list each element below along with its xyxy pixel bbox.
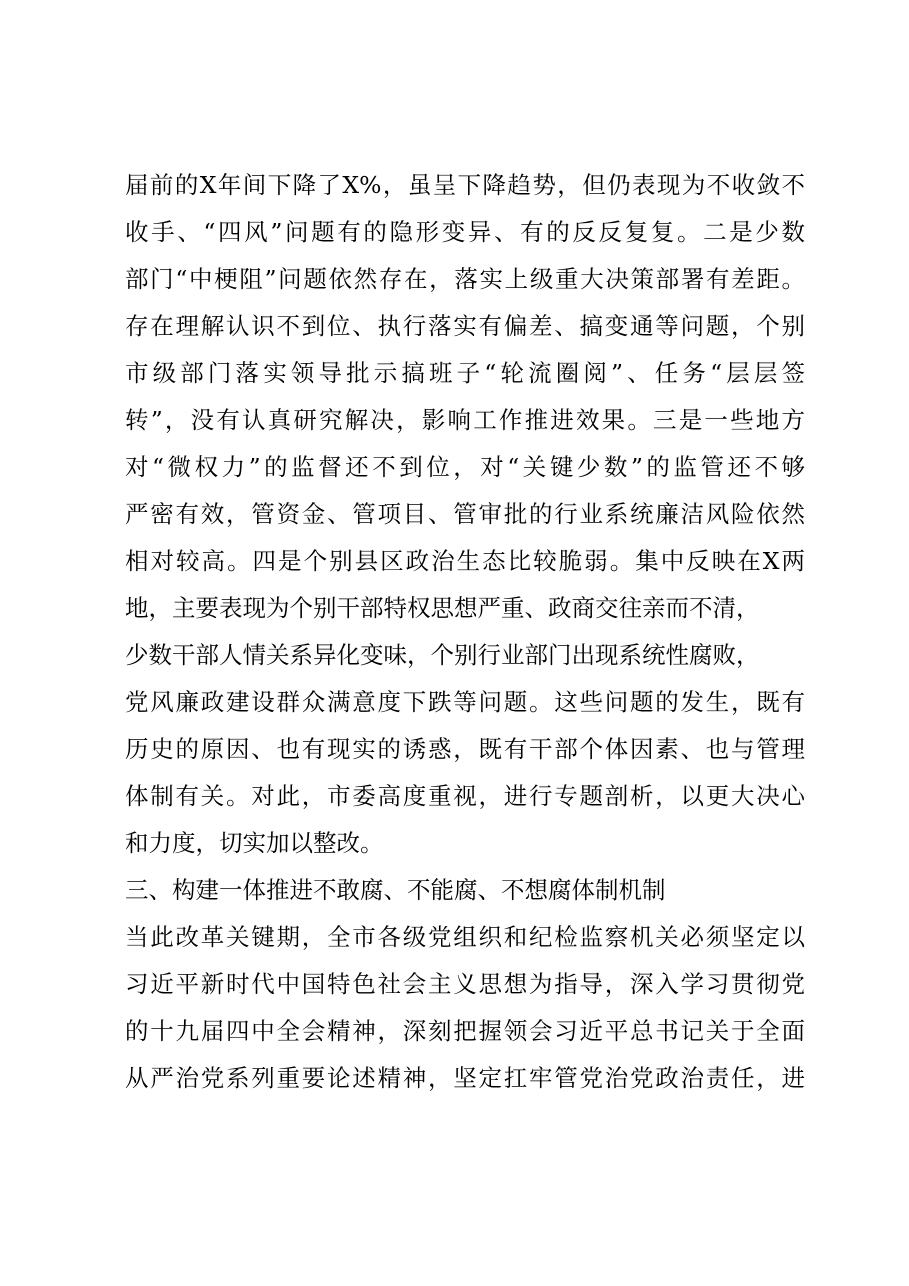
text-line-2: 收手、“四风”问题有的隐形变异、有的反反复复。二是少数 [125, 218, 805, 246]
section-heading: 三、构建一体推进不敢腐、不能腐、不想腐体制机制 [125, 876, 666, 904]
text-line-8: 严密有效，管资金、管项目、管审批的行业系统廉洁风险依然 [125, 500, 805, 528]
text-line-20: 从严治党系列重要论述精神，坚定扛牢管党治党政治责任，进 [125, 1064, 805, 1092]
text-line-15: 和力度，切实加以整改。 [125, 829, 384, 857]
text-line-6: 转”，没有认真研究解决，影响工作推进效果。三是一些地方 [125, 406, 805, 434]
text-line-9: 相对较高。四是个别县区政治生态比较脆弱。集中反映在X两 [125, 547, 805, 575]
text-line-5: 市级部门落实领导批示搞班子“轮流圈阅”、任务“层层签 [125, 359, 805, 387]
text-line-1: 届前的X年间下降了X%，虽呈下降趋势，但仍表现为不收敛不 [125, 171, 805, 199]
text-line-19: 的十九届四中全会精神，深刻把握领会习近平总书记关于全面 [125, 1017, 805, 1045]
text-line-17: 当此改革关键期，全市各级党组织和纪检监察机关必须坚定以 [125, 923, 805, 951]
text-line-10: 地，主要表现为个别干部特权思想严重、政商交往亲而不清， [125, 594, 760, 622]
text-line-3: 部门“中梗阻”问题依然存在，落实上级重大决策部署有差距。 [125, 265, 805, 293]
text-line-12: 党风廉政建设群众满意度下跌等问题。这些问题的发生，既有 [125, 688, 805, 716]
text-line-11: 少数干部人情关系异化变味，个别行业部门出现系统性腐败， [125, 641, 760, 669]
text-line-18: 习近平新时代中国特色社会主义思想为指导，深入学习贯彻党 [125, 970, 805, 998]
text-line-7: 对“微权力”的监督还不到位，对“关键少数”的监管还不够 [125, 453, 805, 481]
body-text [125, 162, 805, 1102]
text-line-4: 存在理解认识不到位、执行落实有偏差、搞变通等问题，个别 [125, 312, 805, 340]
text-line-14: 体制有关。对此，市委高度重视，进行专题剖析，以更大决心 [125, 782, 805, 810]
text-line-13: 历史的原因、也有现实的诱惑，既有干部个体因素、也与管理 [125, 735, 805, 763]
